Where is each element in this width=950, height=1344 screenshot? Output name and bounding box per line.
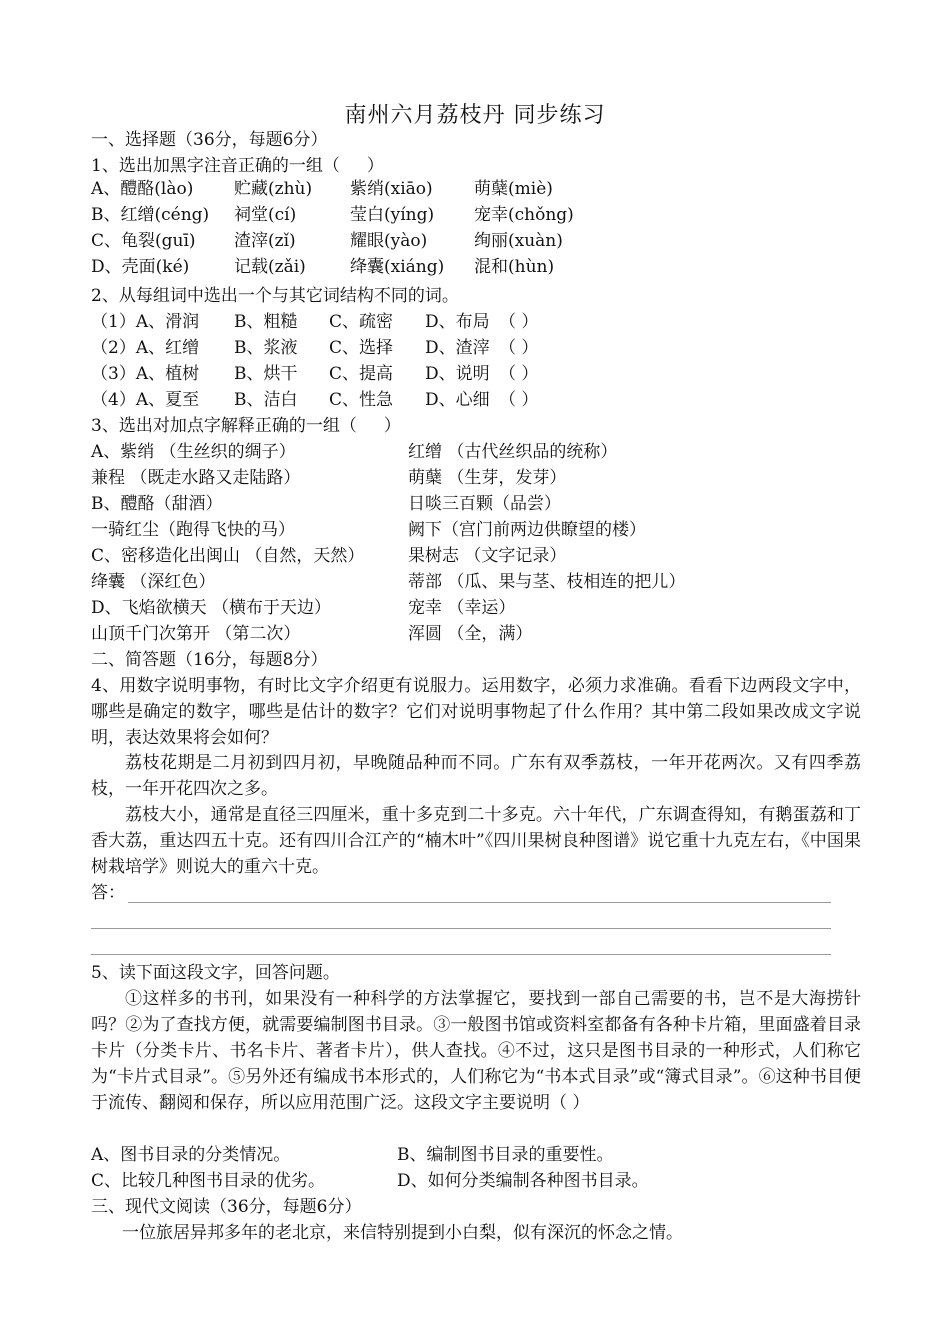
option-cell: C、提高 [329,364,394,384]
option-cell: A、图书目录的分类情况。 [91,1145,291,1165]
option-cell: C、疏密 [329,312,394,332]
option-cell: B、烘干 [234,364,298,384]
section-2-heading: 二、简答题（16分，每题8分） [91,650,328,670]
option-cell: 萌蘖(miè) [474,179,553,199]
option-cell: C、选择 [329,338,394,358]
explain-cell: C、密移造化出闽山 （自然，天然） [91,546,365,566]
question-4-paragraph-1: 荔枝花期是二月初到四月初，早晚随品种而不同。广东有双季荔枝，一年开花两次。又有四季荔枝，一年开花四次之多。 [91,753,861,799]
explain-cell: 萌蘖 （生芽，发芽） [408,468,567,488]
explain-cell: B、醴酪（甜酒） [91,494,223,514]
explain-cell: A、紫绡 （生丝织的绸子） [91,442,296,462]
option-cell: 耀眼(yào) [350,231,428,251]
option-cell: 贮藏(zhù) [234,179,313,199]
option-cell: D、渣滓 [425,338,490,358]
reading-passage-first-line: 一位旅居异邦多年的老北京，来信特别提到小白梨，似有深沉的怀念之情。 [122,1223,683,1243]
option-cell: B、红缯(céng) [91,205,210,225]
explain-cell: 兼程 （既走水路又走陆路） [91,468,301,488]
option-cell: D、心细 [425,390,490,410]
question-4-paragraph-2: 荔枝大小，通常是直径三四厘米，重十多克到二十多克。六十年代，广东调查得知，有鹅蛋荔和丁香大荔，重达四五十克。还有四川合江产的“楠木叶”《四川果树良种图谱》说它重十九克左右，《中国果树栽培学》则说大的重六十克。 [91,805,861,877]
explain-cell: 果树志 （文字记录） [408,546,567,566]
explain-cell: 阙下（宫门前两边供瞭望的楼） [408,520,646,540]
explain-cell: 浑圆 （全，满） [408,624,533,644]
question-5-passage: ①这样多的书刊，如果没有一种科学的方法掌握它，要找到一部自己需要的书，岂不是大海捞针吗？②为了查找方便，就需要编制图书目录。③一般图书馆或资料室都备有各种卡片箱，里面盛着目录卡片（分类卡片、书名卡片、著者卡片），供人查找。④不过，这只是图书目录的一种形式，人们称它为“卡片式目录”。⑤另外还有编成书本形式的，人们称它为“书本式目录”或“簿式目录”。⑥这种书目便于流传、翻阅和保存，所以应用范围广泛。这段文字主要说明（ ） [91,989,861,1113]
option-cell: D、布局 [425,312,490,332]
option-cell: 记载(zǎi) [234,257,306,277]
section-3-heading: 三、现代文阅读（36分，每题6分） [91,1197,362,1217]
answer-blank[interactable]: （ ） [499,338,539,358]
option-cell: D、如何分类编制各种图书目录。 [397,1171,649,1191]
option-cell: （1）A、滑润 [91,312,200,332]
answer-line[interactable] [91,954,831,955]
section-1-heading: 一、选择题（36分，每题6分） [91,130,328,150]
answer-line[interactable] [91,928,831,929]
answer-blank[interactable]: （ ） [499,364,539,384]
page-title: 南州六月荔枝丹 同步练习 [344,103,606,128]
option-cell: B、洁白 [234,390,298,410]
option-cell: B、粗糙 [234,312,298,332]
option-cell: （3）A、植树 [91,364,200,384]
option-cell: B、编制图书目录的重要性。 [397,1145,614,1165]
answer-blank[interactable]: （ ） [499,390,539,410]
answer-blank[interactable]: （ ） [499,312,539,332]
option-cell: （2）A、红缯 [91,338,200,358]
question-5-stem: 5、读下面这段文字，回答问题。 [91,963,340,983]
question-3-stem: 3、选出对加点字解释正确的一组（ ） [91,416,401,436]
explain-cell: D、飞焰欲横天 （横布于天边） [91,598,332,618]
option-cell: 紫绡(xiāo) [350,179,433,199]
option-cell: 莹白(yíng) [350,205,435,225]
explain-cell: 一骑红尘（跑得飞快的马） [91,520,295,540]
option-cell: 渣滓(zǐ) [234,231,296,251]
option-cell: 宠幸(chǒng) [474,205,574,225]
option-cell: A、醴酪(lào) [91,179,194,199]
option-cell: D、壳面(ké) [91,257,190,277]
answer-line[interactable] [128,902,831,903]
option-cell: 绚丽(xuàn) [474,231,563,251]
explain-cell: 宠幸 （幸运） [408,598,516,618]
explain-cell: 蒂部 （瓜、果与茎、枝相连的把儿） [408,572,686,592]
option-cell: C、性急 [329,390,394,410]
explain-cell: 山顶千门次第开 （第二次） [91,624,301,644]
option-cell: （4）A、夏至 [91,390,200,410]
option-cell: C、龟裂(guī) [91,231,196,251]
question-4-stem: 4、用数字说明事物，有时比文字介绍更有说服力。运用数字，必须力求准确。看看下边两段文字中，哪些是确定的数字，哪些是估计的数字？它们对说明事物起了什么作用？其中第二段如果改成文字说明，表达效果将会如何？ [91,676,861,748]
option-cell: 祠堂(cí) [234,205,297,225]
question-1-stem: 1、选出加黑字注音正确的一组（ ） [91,156,384,176]
explain-cell: 绛囊 （深红色） [91,572,216,592]
option-cell: C、比较几种图书目录的优劣。 [91,1171,326,1191]
answer-label: 答： [91,883,125,903]
option-cell: 绛囊(xiáng) [350,257,445,277]
option-cell: B、浆液 [234,338,298,358]
option-cell: 混和(hùn) [474,257,555,277]
explain-cell: 日啖三百颗（品尝） [408,494,561,514]
question-2-stem: 2、从每组词中选出一个与其它词结构不同的词。 [91,286,459,306]
option-cell: D、说明 [425,364,490,384]
explain-cell: 红缯 （古代丝织品的统称） [408,442,618,462]
